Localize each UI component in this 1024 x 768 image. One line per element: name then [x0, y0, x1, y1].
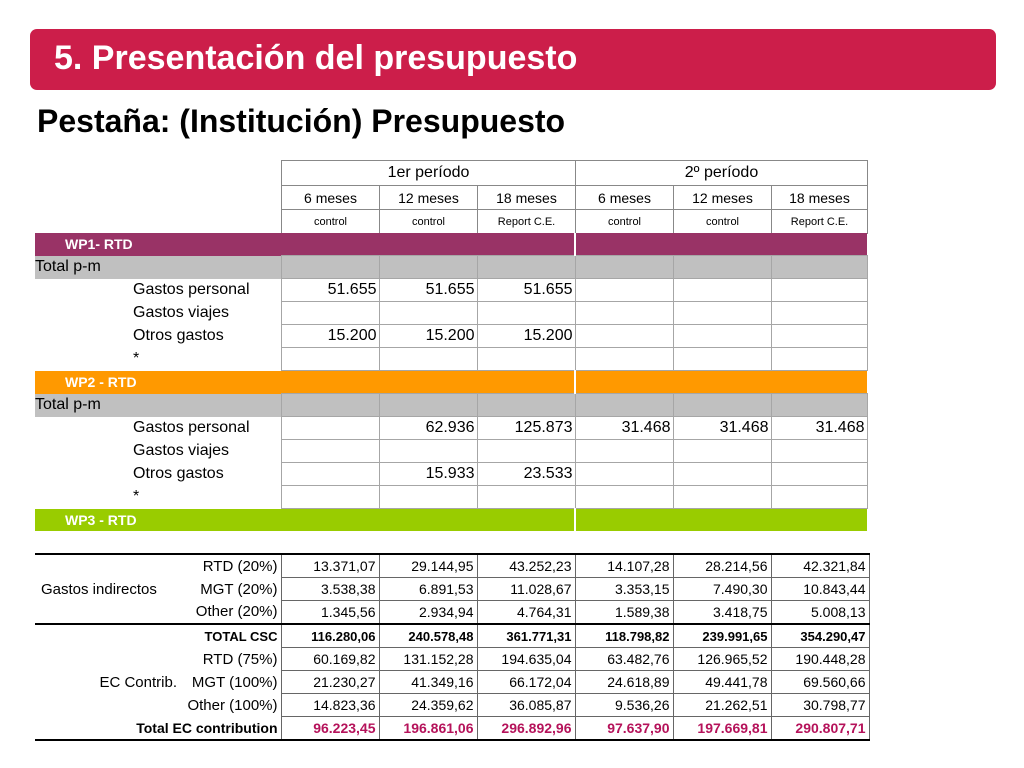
data-cell: 97.637,90	[575, 717, 673, 741]
type-header: control	[282, 210, 380, 234]
wp3-header-row	[35, 509, 867, 532]
data-cell[interactable]	[379, 348, 477, 371]
data-cell[interactable]: 51.655	[379, 279, 477, 302]
data-cell: 197.669,81	[673, 717, 771, 741]
table-row	[35, 554, 869, 578]
month-header: 12 meses	[380, 186, 478, 210]
data-cell[interactable]	[477, 302, 575, 325]
data-cell: 30.798,77	[771, 694, 869, 717]
data-cell: 290.807,71	[771, 717, 869, 741]
data-cell: 9.536,26	[575, 694, 673, 717]
data-cell: 13.371,07	[281, 554, 379, 578]
data-cell: 1.589,38	[575, 601, 673, 625]
data-cell: 60.169,82	[281, 648, 379, 671]
data-cell[interactable]	[771, 348, 867, 371]
wp2-header-row	[35, 371, 867, 394]
data-cell[interactable]: 31.468	[575, 417, 673, 440]
type-header: control	[380, 210, 478, 234]
total-pm-row	[35, 256, 867, 279]
total-csc-row	[35, 624, 869, 648]
data-cell: 131.152,28	[379, 648, 477, 671]
table-row	[35, 325, 867, 348]
data-cell: 240.578,48	[379, 624, 477, 648]
page-subtitle: Pestaña: (Institución) Presupuesto	[37, 103, 566, 139]
data-cell: 190.448,28	[771, 648, 869, 671]
data-cell[interactable]	[281, 417, 379, 440]
data-cell: 43.252,23	[477, 554, 575, 578]
data-cell[interactable]	[771, 279, 867, 302]
data-cell[interactable]	[575, 486, 673, 509]
row-label: *	[133, 350, 140, 367]
financial-summary-table	[35, 553, 870, 741]
period-2-header: 2º período	[576, 161, 868, 186]
data-cell: 49.441,78	[673, 671, 771, 694]
data-cell[interactable]	[673, 348, 771, 371]
period-1-header: 1er período	[282, 161, 576, 186]
data-cell[interactable]: 51.655	[281, 279, 379, 302]
data-cell[interactable]: 31.468	[771, 417, 867, 440]
data-cell: 21.230,27	[281, 671, 379, 694]
data-cell[interactable]: 51.655	[477, 279, 575, 302]
data-cell[interactable]: 31.468	[673, 417, 771, 440]
month-header: 18 meses	[772, 186, 868, 210]
work-package-table	[35, 233, 868, 531]
data-cell: 296.892,96	[477, 717, 575, 741]
total-ec-label: Total EC contribution	[35, 717, 281, 741]
data-cell: 126.965,52	[673, 648, 771, 671]
data-cell[interactable]: 23.533	[477, 463, 575, 486]
wp1-label: WP1- RTD	[65, 236, 133, 253]
data-cell[interactable]	[281, 463, 379, 486]
data-cell[interactable]	[379, 486, 477, 509]
data-cell: 14.823,36	[281, 694, 379, 717]
data-cell[interactable]	[771, 486, 867, 509]
row-label: Otros gastos	[133, 465, 224, 482]
data-cell[interactable]	[281, 440, 379, 463]
type-header: Report C.E.	[478, 210, 576, 234]
data-cell[interactable]	[281, 348, 379, 371]
page-title: 5. Presentación del presupuesto	[54, 39, 578, 77]
data-cell: 69.560,66	[771, 671, 869, 694]
month-header: 18 meses	[478, 186, 576, 210]
data-cell: 7.490,30	[673, 578, 771, 601]
data-cell: 63.482,76	[575, 648, 673, 671]
data-cell: 194.635,04	[477, 648, 575, 671]
data-cell[interactable]: 62.936	[379, 417, 477, 440]
total-csc-label: TOTAL CSC	[35, 624, 281, 648]
row-label: Other (20%)	[195, 603, 278, 621]
data-cell: 11.028,67	[477, 578, 575, 601]
data-cell[interactable]	[673, 279, 771, 302]
data-cell[interactable]	[673, 302, 771, 325]
total-pm-row	[35, 394, 867, 417]
type-header: Report C.E.	[772, 210, 868, 234]
data-cell: 66.172,04	[477, 671, 575, 694]
data-cell: 354.290,47	[771, 624, 869, 648]
data-cell[interactable]	[477, 486, 575, 509]
data-cell: 5.008,13	[771, 601, 869, 625]
row-label: *	[133, 488, 140, 505]
data-cell: 24.359,62	[379, 694, 477, 717]
table-row	[35, 486, 867, 509]
wp1-header-row	[35, 233, 867, 256]
data-cell[interactable]: 15.200	[379, 325, 477, 348]
data-cell: 96.223,45	[281, 717, 379, 741]
indirect-costs-label: Gastos indirectos	[35, 554, 177, 624]
ec-contrib-label: EC Contrib.	[99, 673, 177, 691]
data-cell[interactable]	[281, 486, 379, 509]
table-row	[35, 440, 867, 463]
row-label: Gastos personal	[133, 281, 250, 298]
data-cell[interactable]	[673, 440, 771, 463]
row-label: RTD (75%)	[202, 650, 278, 668]
data-cell[interactable]: 15.933	[379, 463, 477, 486]
data-cell[interactable]	[673, 325, 771, 348]
data-cell[interactable]	[575, 302, 673, 325]
month-header: 6 meses	[282, 186, 380, 210]
data-cell[interactable]	[673, 463, 771, 486]
data-cell[interactable]: 15.200	[477, 325, 575, 348]
data-cell[interactable]	[771, 325, 867, 348]
table-row	[35, 648, 869, 671]
type-header: control	[674, 210, 772, 234]
row-label: MGT (100%)	[191, 673, 278, 691]
data-cell[interactable]	[771, 440, 867, 463]
data-cell: 36.085,87	[477, 694, 575, 717]
total-pm-label: Total p-m	[35, 394, 281, 417]
data-cell: 116.280,06	[281, 624, 379, 648]
total-pm-label: Total p-m	[35, 256, 281, 279]
budget-header	[281, 160, 868, 234]
data-cell[interactable]	[575, 325, 673, 348]
data-cell: 361.771,31	[477, 624, 575, 648]
data-cell[interactable]	[771, 463, 867, 486]
data-cell[interactable]	[575, 348, 673, 371]
data-cell[interactable]	[673, 486, 771, 509]
data-cell: 239.991,65	[673, 624, 771, 648]
table-row	[35, 463, 867, 486]
data-cell: 118.798,82	[575, 624, 673, 648]
month-header: 12 meses	[674, 186, 772, 210]
data-cell: 2.934,94	[379, 601, 477, 625]
data-cell: 14.107,28	[575, 554, 673, 578]
data-cell: 1.345,56	[281, 601, 379, 625]
data-cell[interactable]	[575, 463, 673, 486]
table-row	[35, 302, 867, 325]
table-row	[35, 348, 867, 371]
data-cell: 196.861,06	[379, 717, 477, 741]
row-label: Other (100%)	[187, 696, 278, 714]
data-cell: 21.262,51	[673, 694, 771, 717]
row-label: Gastos viajes	[133, 304, 230, 321]
data-cell: 4.764,31	[477, 601, 575, 625]
data-cell: 6.891,53	[379, 578, 477, 601]
table-row	[35, 417, 867, 440]
data-cell: 29.144,95	[379, 554, 477, 578]
wp3-label: WP3 - RTD	[65, 511, 137, 528]
data-cell: 24.618,89	[575, 671, 673, 694]
data-cell[interactable]	[771, 302, 867, 325]
data-cell[interactable]	[477, 440, 575, 463]
data-cell[interactable]	[575, 279, 673, 302]
data-cell[interactable]	[379, 440, 477, 463]
data-cell[interactable]: 15.200	[281, 325, 379, 348]
data-cell[interactable]: 125.873	[477, 417, 575, 440]
month-header: 6 meses	[576, 186, 674, 210]
data-cell: 42.321,84	[771, 554, 869, 578]
data-cell[interactable]	[575, 440, 673, 463]
data-cell: 3.353,15	[575, 578, 673, 601]
data-cell: 28.214,56	[673, 554, 771, 578]
data-cell: 3.538,38	[281, 578, 379, 601]
data-cell[interactable]	[379, 302, 477, 325]
row-label: Gastos personal	[133, 419, 250, 436]
row-label: MGT (20%)	[200, 580, 278, 598]
data-cell: 3.418,75	[673, 601, 771, 625]
wp2-label: WP2 - RTD	[65, 374, 137, 390]
row-label: Otros gastos	[133, 327, 224, 344]
total-ec-row	[35, 717, 869, 741]
data-cell: 41.349,16	[379, 671, 477, 694]
row-label: RTD (20%)	[177, 554, 281, 578]
data-cell[interactable]	[281, 302, 379, 325]
title-bar	[30, 29, 996, 90]
row-label: Gastos viajes	[133, 442, 230, 459]
type-header: control	[576, 210, 674, 234]
table-row	[35, 279, 867, 302]
data-cell: 10.843,44	[771, 578, 869, 601]
data-cell[interactable]	[477, 348, 575, 371]
